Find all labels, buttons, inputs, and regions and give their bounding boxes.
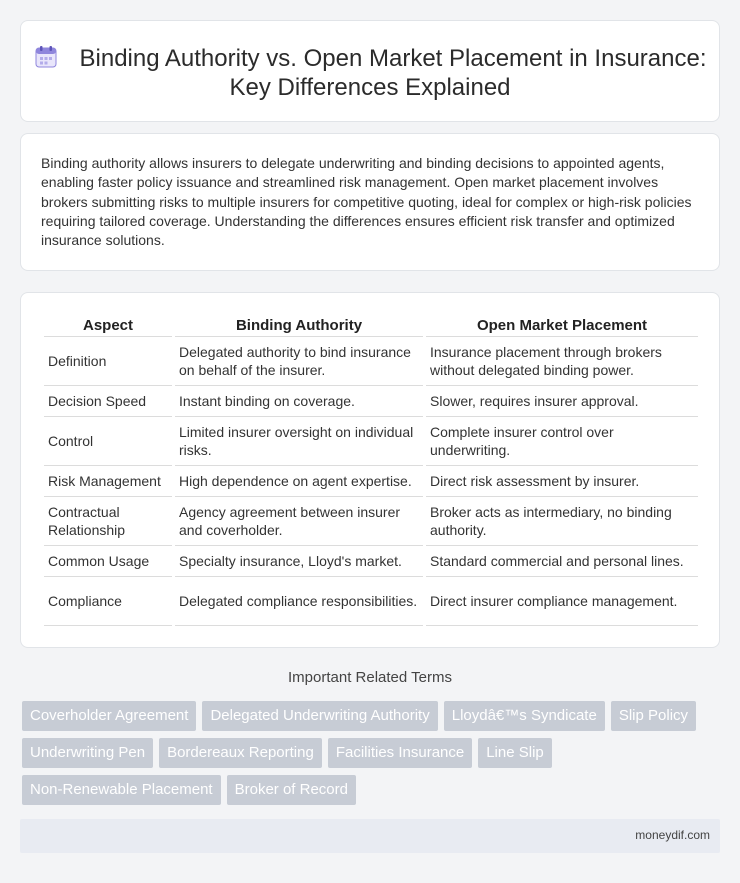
row-binding-authority: Agency agreement between insurer and coverholder. (175, 497, 423, 546)
related-terms-list (22, 701, 722, 805)
footer-site-link[interactable]: moneydif.com (635, 828, 710, 842)
calendar-icon (34, 45, 58, 69)
related-terms-heading: Important Related Terms (288, 669, 452, 686)
row-open-market: Slower, requires insurer approval. (426, 386, 698, 417)
row-binding-authority: Delegated authority to bind insurance on behalf of the insurer. (175, 337, 423, 386)
related-term-tag[interactable]: Facilities Insurance (328, 738, 472, 768)
row-binding-authority: Delegated compliance responsibilities. (175, 577, 423, 626)
row-open-market: Complete insurer control over underwriting. (426, 417, 698, 466)
row-open-market: Direct risk assessment by insurer. (426, 466, 698, 497)
row-open-market: Standard commercial and personal lines. (426, 546, 698, 577)
row-open-market: Insurance placement through brokers without delegated binding power. (426, 337, 698, 386)
row-binding-authority: Specialty insurance, Lloyd's market. (175, 546, 423, 577)
related-term-tag[interactable]: Broker of Record (227, 775, 356, 805)
row-binding-authority: High dependence on agent expertise. (175, 466, 423, 497)
row-binding-authority: Instant binding on coverage. (175, 386, 423, 417)
row-aspect: Decision Speed (44, 386, 172, 417)
intro-card (20, 133, 720, 271)
page-title: Binding Authority vs. Open Market Placement in Insurance: Key Differences Explained (79, 45, 707, 101)
related-term-tag[interactable]: Delegated Underwriting Authority (202, 701, 437, 731)
related-term-tag[interactable]: Line Slip (478, 738, 552, 768)
related-term-tag[interactable]: Bordereaux Reporting (159, 738, 322, 768)
row-open-market: Broker acts as intermediary, no binding authority. (426, 497, 698, 546)
footer (20, 819, 720, 853)
header-open-market: Open Market Placement (426, 316, 698, 337)
table-row (44, 577, 698, 626)
table-row (44, 497, 698, 546)
table-row (44, 546, 698, 577)
row-open-market: Direct insurer compliance management. (426, 577, 698, 626)
row-aspect: Definition (44, 337, 172, 386)
related-term-tag[interactable]: Non-Renewable Placement (22, 775, 221, 805)
related-term-tag[interactable]: Coverholder Agreement (22, 701, 196, 731)
table-row (44, 337, 698, 386)
table-header-row (44, 316, 698, 337)
row-aspect: Contractual Relationship (44, 497, 172, 546)
table-row (44, 466, 698, 497)
table-row (44, 386, 698, 417)
table-row (44, 417, 698, 466)
row-aspect: Common Usage (44, 546, 172, 577)
header-binding-authority: Binding Authority (175, 316, 423, 337)
row-aspect: Compliance (44, 577, 172, 626)
related-term-tag[interactable]: Lloydâ€™s Syndicate (444, 701, 605, 731)
intro-paragraph: Binding authority allows insurers to delegate underwriting and binding decisions to appointed agents, enabling faster policy issuance and streamlined risk management. Open market placement involves brokers submitting risks to multiple insurers for competitive quoting, ideal for complex or high-risk policies requiring tailored coverage. Understanding the differences ensures efficient risk transfer and optimized insurance solutions. (41, 155, 692, 249)
row-aspect: Control (44, 417, 172, 466)
row-aspect: Risk Management (44, 466, 172, 497)
row-binding-authority: Limited insurer oversight on individual risks. (175, 417, 423, 466)
title-card (20, 20, 720, 122)
related-term-tag[interactable]: Underwriting Pen (22, 738, 153, 768)
comparison-card (20, 292, 720, 648)
related-term-tag[interactable]: Slip Policy (611, 701, 696, 731)
header-aspect: Aspect (44, 316, 172, 337)
comparison-table (41, 316, 701, 626)
